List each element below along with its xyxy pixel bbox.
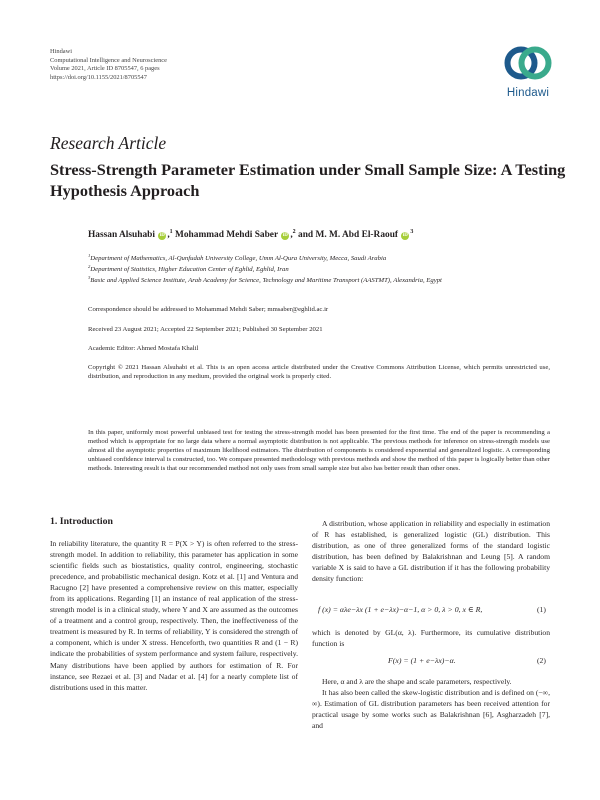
logo-wordmark: Hindawi (506, 87, 550, 99)
author-name: Mohammad Mehdi Saber (175, 230, 278, 241)
affiliation-sup: 2 (88, 264, 91, 269)
author-name: M. M. Abd El-Raouf (315, 230, 399, 241)
affiliation-text: Department of Mathematics, Al-Qunfudah University College, Umm Al-Qura University, Mecca, Saudi Arabia (90, 255, 387, 263)
right-column-cont (312, 627, 550, 649)
author-sup: 1 (169, 229, 173, 235)
doi-link[interactable]: https://doi.org/10.1155/2021/8705547 (50, 73, 147, 81)
copyright-notice: Copyright © 2021 Hassan Alsuhabi et al. This is an open access article distributed under the Creative Commons Attribution License, which permits unrestricted use, distribution, and reproduction in any medium, provided the original work is properly cited. (88, 364, 550, 380)
hindawi-logo (496, 40, 560, 108)
right-column-cont (312, 676, 550, 731)
paragraph: It has also been called the skew-logistic distribution and is defined on (−∞, ∞). Estimation of GL distribution parameters has been received attention for practical usage by some works such as Balakrishnan [6], Asgharzadeh [7], and (312, 688, 550, 731)
author-list: Hassan Alsuhabi iD ,$^1$ Mohammad Mehdi Saber iD ,$^2$ and M. M. Abd El-Raouf $iD^3$ (88, 229, 414, 241)
article-type: Research Article (50, 133, 167, 153)
affiliation-sup: 1 (88, 253, 91, 258)
equation-cdf: F(x) = (1 + e−λx)−α. (388, 656, 456, 665)
affiliation (88, 273, 508, 286)
publisher-name: Hindawi (50, 48, 73, 55)
orcid-icon[interactable]: iD (402, 233, 408, 239)
section-heading: 1. Introduction (50, 516, 113, 527)
journal-header (50, 48, 167, 82)
article-dates: Received 23 August 2021; Accepted 22 September 2021; Published 30 September 2021 (88, 326, 323, 333)
hindawi-logo-icon (503, 40, 553, 86)
paper-title: Stress-Strength Parameter Estimation under Small Sample Size: A Testing Hypothesis Approach (50, 160, 566, 200)
equation-number: (1) (537, 605, 546, 614)
paragraph: which is denoted by GL(α, λ). Furthermore, its cumulative distribution function is (312, 628, 550, 649)
equation-number: (2) (537, 656, 546, 665)
affiliation-text: Basic and Applied Science Institute, Arab Academy for Science, Technology and Maritime Transport (AASTMT), Alexandria, Egypt (90, 277, 442, 285)
abstract: In this paper, uniformly most powerful unbiased test for testing the stress-strength model has been presented for the first time. The end of the paper is recommending a method which is appropriate for no large data where a normal asymptotic distribution is not applicable. The previous methods for inference on stress-strength models use almost all the asymptotic properties of maximum likelihood estimators. The distribution of components is considered exponential and generalized logistic. A corresponding unbiased confidence interval is constructed, too. We compare presented methodology with previous methods and show the method of this paper is logically better than other methods. Interesting result is that our recommended method not only uses from small sample size but also has better result than other ones. (88, 429, 550, 473)
paragraph: Here, α and λ are the shape and scale parameters, respectively. (322, 677, 512, 686)
right-column (312, 518, 550, 584)
author-and: and (298, 230, 314, 241)
orcid-icon[interactable]: iD (282, 233, 288, 239)
equation-pdf: f (x) = αλe−λx (1 + e−λx)−α−1, α > 0, λ > 0, x ∈ R, (318, 605, 483, 614)
author-sup: 3 (410, 229, 414, 235)
journal-name: Computational Intelligence and Neuroscience (50, 56, 167, 64)
left-column (50, 538, 298, 693)
volume-line: Volume 2021, Article ID 8705547, 6 pages (50, 65, 160, 73)
paragraph: In reliability literature, the quantity R = P(X > Y) is often referred to the stress-strength model. In addition to reliability, this parameter has application in some scientific fields such as biostatistics, quality control, engineering, stochastic precedence, and probabilistic mechanical design. Kotz et al. [1] and Ventura and Racugno [2] have presented a comprehensive review on this matter, especially from its applications. Regarding [1] an instance of real application of the stress-strength model is in a clinical study, where Y and X are assumed as the outcomes of a treatment and a control group, respectively. Then, the ineffectiveness of the treatment is measured by R. In terms of reliability, Y is considered the strength of a component, which is under X stress. Henceforth, two quantities R and (1 − R) indicate the probabilities of system performance and system failure, respectively. Many distributions have been applied by authors for estimation of R. For instance, see Rezaei et al. [3] and Nadar et al. [4] for a nearly complete list of distributions used in this matter. (50, 539, 298, 692)
affiliation-sup: 3 (88, 275, 91, 280)
correspondence: Correspondence should be addressed to Mohammad Mehdi Saber; mmsaber@eghlid.ac.ir (88, 306, 329, 313)
paragraph: A distribution, whose application in reliability and especially in estimation of R has established, is generalized logistic (GL) distribution. This distribution, as one of three generalized forms of the standard logistic distribution, has been defined by Balakrishnan and Leung [5]. A random variable X is said to have a GL distribution if it has the following probability density function: (312, 519, 550, 584)
author-name: Hassan Alsuhabi (88, 230, 155, 241)
author-sup: 2 (292, 229, 296, 235)
affiliation-text: Department of Statistics, Higher Education Center of Eghlid, Eghlid, Iran (90, 266, 289, 274)
orcid-icon[interactable]: iD (159, 233, 165, 239)
academic-editor: Academic Editor: Ahmed Mostafa Khalil (88, 345, 199, 352)
